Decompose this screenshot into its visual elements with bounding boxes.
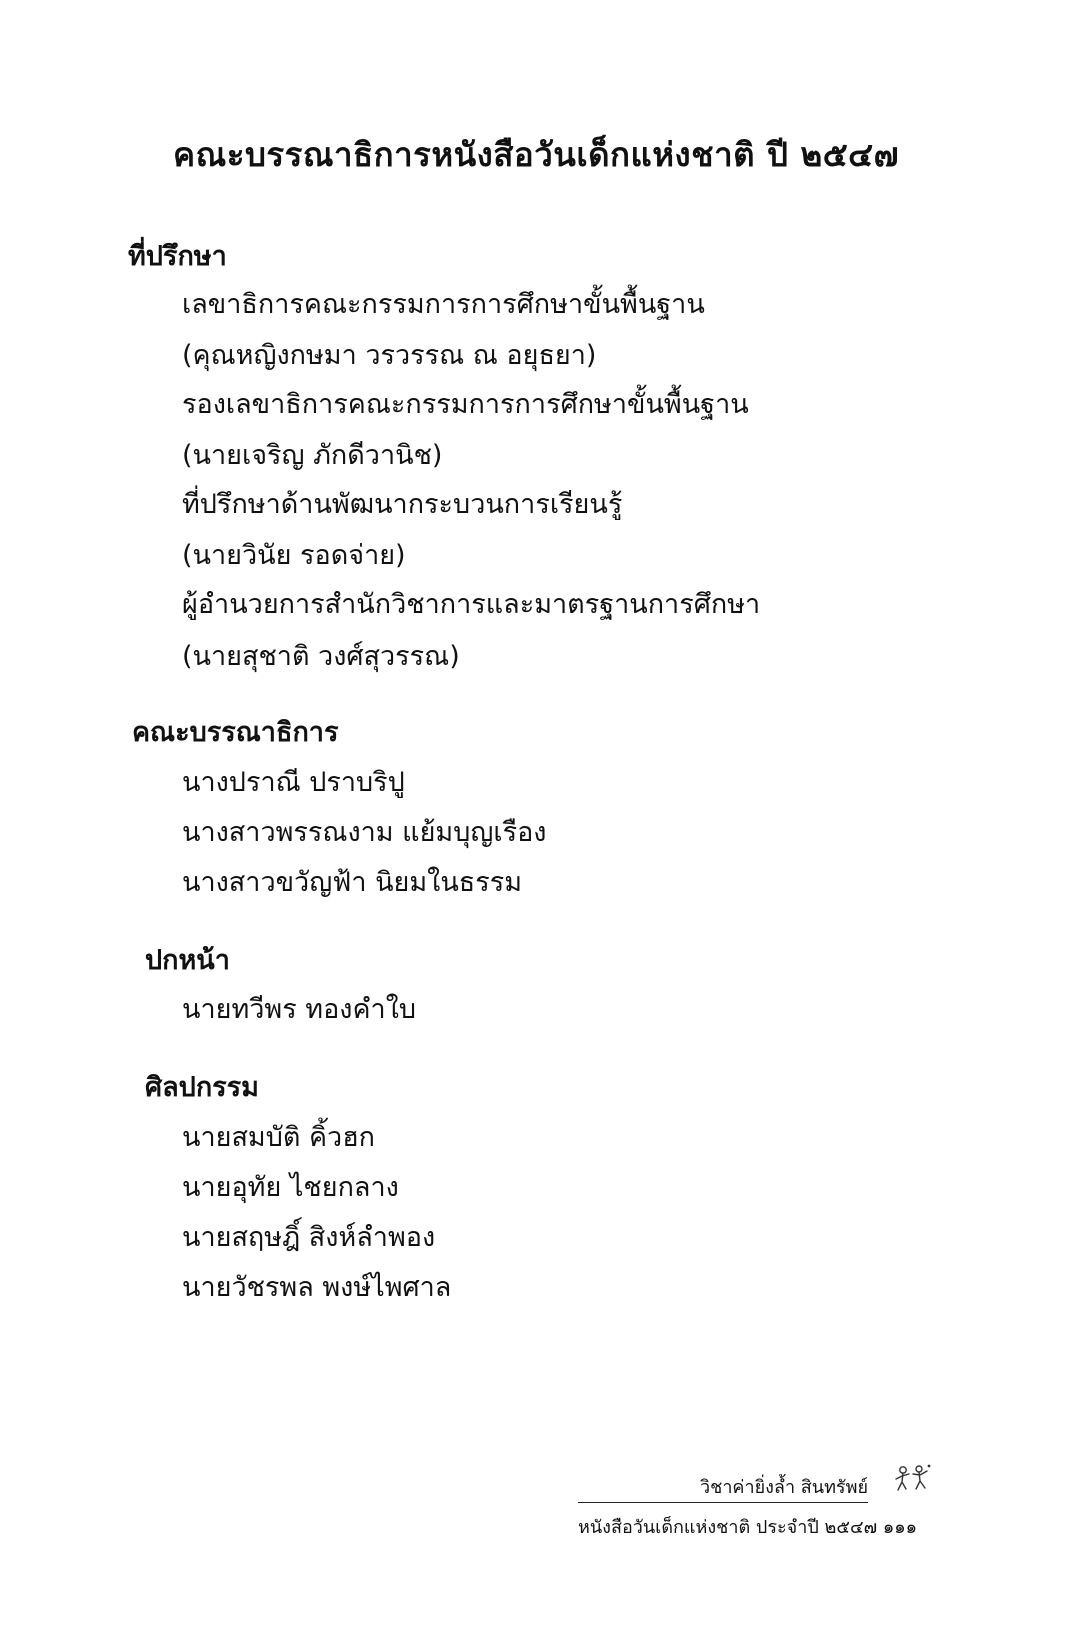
advisor-line: (คุณหญิงกษมา วรวรรณ ณ อยุธยา) xyxy=(182,340,597,371)
advisor-line: (นายเจริญ ภักดีวานิช) xyxy=(182,440,443,471)
art-line: นายวัชรพล พงษ์ไพศาล xyxy=(182,1272,452,1303)
editor-line: นางสาวขวัญฟ้า นิยมในธรรม xyxy=(182,867,523,898)
editor-line: นางสาวพรรณงาม แย้มบุญเรือง xyxy=(182,817,547,848)
editor-line: นางปราณี ปราบริปู xyxy=(182,767,405,798)
page-title: คณะบรรณาธิการหนังสือวันเด็กแห่งชาติ ปี ๒๕๔๗ xyxy=(173,135,899,174)
advisor-line: เลขาธิการคณะกรรมการการศึกษาขั้นพื้นฐาน xyxy=(182,289,705,320)
footer-book-line: หนังสือวันเด็กแห่งชาติ ประจำปี ๒๕๔๗ ๑๑๑ xyxy=(578,1517,918,1538)
art-line: นายสมบัติ คิ้วฮก xyxy=(182,1122,376,1153)
cover-line: นายทวีพร ทองคำใบ xyxy=(182,994,417,1025)
advisor-line: ที่ปรึกษาด้านพัฒนากระบวนการเรียนรู้ xyxy=(182,489,623,520)
advisor-line: (นายสุชาติ วงศ์สุวรรณ) xyxy=(182,641,460,672)
advisor-line: รองเลขาธิการคณะกรรมการการศึกษาขั้นพื้นฐาน xyxy=(182,389,749,420)
footer-slogan: วิชาค่ายิ่งล้ำ สินทรัพย์ xyxy=(700,1477,869,1498)
section-heading-art: ศิลปกรรม xyxy=(145,1072,259,1103)
section-heading-editors: คณะบรรณาธิการ xyxy=(132,717,339,748)
art-line: นายสฤษฎิ์ สิงห์ลำพอง xyxy=(182,1222,436,1253)
advisor-line: ผู้อำนวยการสำนักวิชาการและมาตรฐานการศึกษา xyxy=(182,589,761,620)
footer-divider xyxy=(578,1502,868,1503)
children-emblem-icon xyxy=(890,1462,934,1494)
art-line: นายอุทัย ไชยกลาง xyxy=(182,1172,399,1203)
section-heading-advisors: ที่ปรึกษา xyxy=(128,241,227,272)
section-heading-cover: ปกหน้า xyxy=(145,945,230,976)
advisor-line: (นายวินัย รอดจ่าย) xyxy=(182,540,406,571)
